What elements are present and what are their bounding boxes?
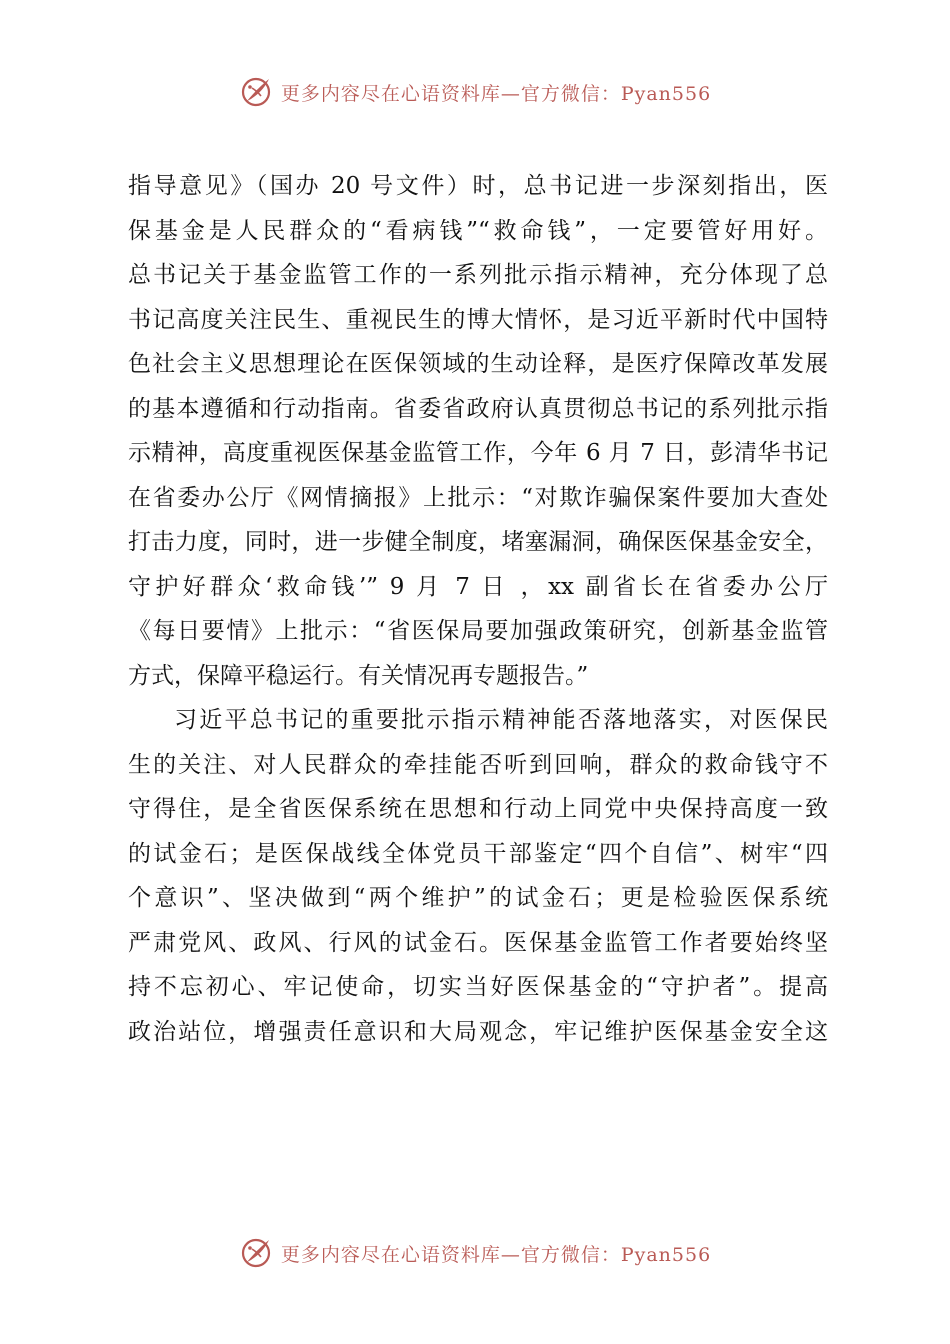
footer-banner-text: 更多内容尽在心语资料库—官方微信：Pyan556 [280, 1243, 712, 1266]
quill-pen-logo-icon [239, 1235, 275, 1271]
body-line: 个意识”、坚决做到“两个维护”的试金石；更是检验医保系统 [128, 885, 828, 911]
header-banner-text: 更多内容尽在心语资料库—官方微信：Pyan556 [280, 82, 712, 105]
document-body [128, 164, 828, 1054]
body-line: 总书记关于基金监管工作的一系列批示指示精神，充分体现了总 [128, 262, 828, 288]
body-line: 色社会主义思想理论在医保领域的生动诠释，是医疗保障改革发展 [128, 351, 828, 377]
body-line: 在省委办公厅《网情摘报》上批示：“对欺诈骗保案件要加大查处 [128, 484, 828, 511]
body-line: 指导意见》（国办 20 号文件）时，总书记进一步深刻指出，医 [128, 173, 828, 199]
body-line: 守护好群众‘救命钱’” 9 月 7 日 ，xx 副省长在省委办公厅 [128, 573, 828, 600]
body-line: 打击力度，同时，进一步健全制度，堵塞漏洞，确保医保基金安全， [128, 529, 828, 555]
body-line: 的试金石；是医保战线全体党员干部鉴定“四个自信”、树牢“四 [128, 840, 828, 867]
body-line: 政治站位，增强责任意识和大局观念，牢记维护医保基金安全这 [128, 1018, 828, 1045]
body-line: 示精神，高度重视医保基金监管工作，今年 6 月 7 日，彭清华书记 [128, 440, 828, 466]
quill-pen-logo-icon [239, 74, 275, 110]
paragraph-end-line: 方式，保障平稳运行。有关情况再专题报告。” [128, 662, 589, 689]
header-banner [0, 72, 950, 112]
body-line: 严肃党风、政风、行风的试金石。医保基金监管工作者要始终坚 [128, 929, 828, 956]
body-line: 书记高度关注民生、重视民生的博大情怀，是习近平新时代中国特 [128, 306, 828, 333]
footer-banner [0, 1233, 950, 1273]
body-line: 守得住，是全省医保系统在思想和行动上同党中央保持高度一致 [128, 796, 828, 822]
body-line: 《每日要情》上批示：“省医保局要加强政策研究，创新基金监管 [128, 618, 828, 644]
body-line: 保基金是人民群众的“看病钱”“救命钱”，一定要管好用好。 [128, 217, 828, 244]
body-line: 持不忘初心、牢记使命，切实当好医保基金的“守护者”。提高 [128, 974, 828, 1000]
body-line: 生的关注、对人民群众的牵挂能否听到回响，群众的救命钱守不 [128, 751, 828, 778]
paragraph-first-line: 习近平总书记的重要批示指示精神能否落地落实，对医保民 [174, 707, 828, 733]
body-line: 的基本遵循和行动指南。省委省政府认真贯彻总书记的系列批示指 [128, 395, 828, 422]
